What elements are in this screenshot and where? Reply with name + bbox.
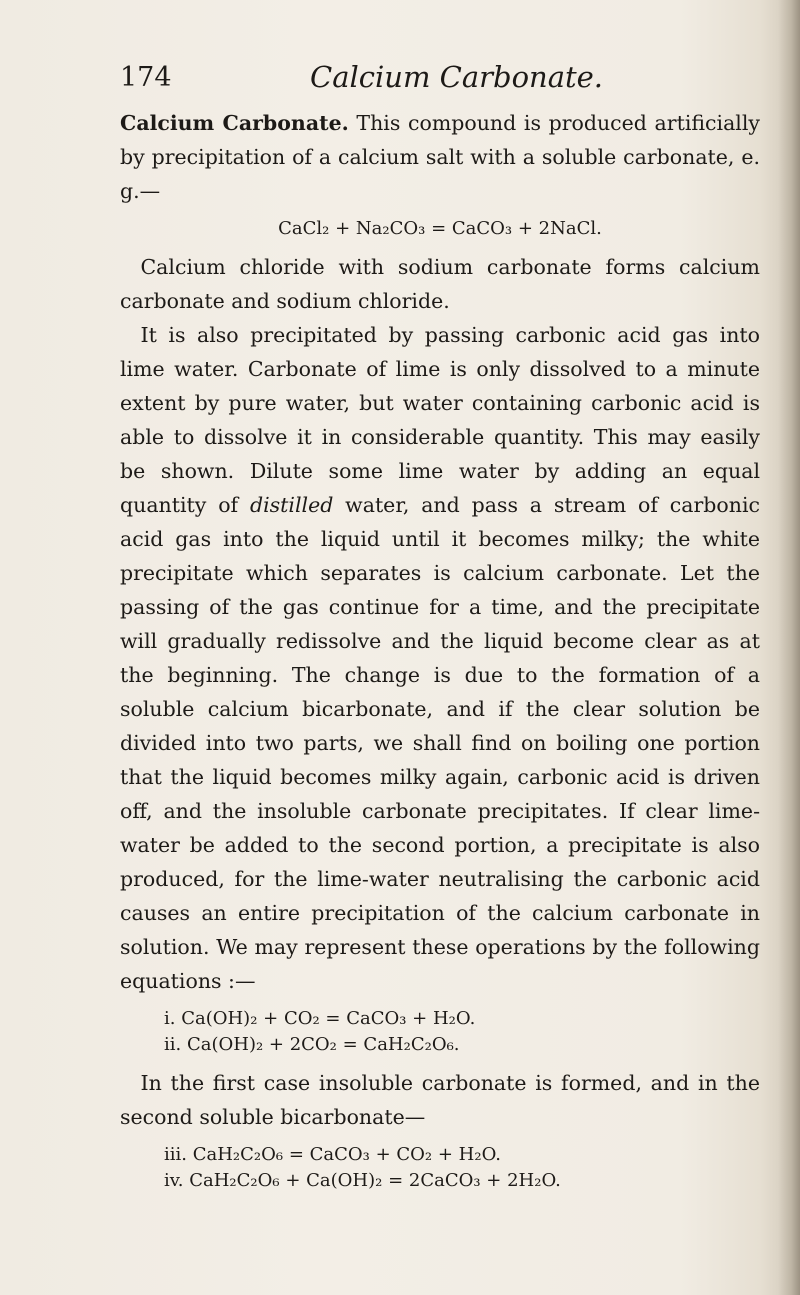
page-header	[120, 62, 760, 102]
italic-distilled: distilled	[249, 493, 334, 517]
running-title: Calcium Carbonate.	[310, 60, 604, 94]
page-edge-shadow	[778, 0, 800, 1295]
paragraph-experiment-text-b: water, and pass a stream of carbonic acid gas into the liquid until it becomes milky; the white precipitate which separates is calcium carbonate. Let the passing of the gas continue for a time, and the precipitate will gradually redissolve and the liquid become clear as at the beginning. The change is due to the formation of a soluble calcium bicarbonate, and if the clear solution be divided into two parts, we shall find on boiling one portion that the liquid becomes milky again, carbonic acid is driven off, and the insoluble carbonate precipitates. If clear lime-water be added to the second portion, a precipitate is also produced, for the lime-water neutralising the carbonic acid causes an entire precipitation of the calcium carbonate in solution. We may represent these operations by the following equations :—	[120, 493, 761, 993]
equation-main: CaCl₂ + Na₂CO₃ = CaCO₃ + 2NaCl.	[278, 218, 602, 239]
paragraph-experiment	[120, 318, 760, 998]
paragraph-intro	[120, 106, 760, 208]
paragraph-explanation-text: Calcium chloride with sodium carbonate forms calcium carbonate and sodium chloride.	[120, 255, 760, 313]
paragraph-conclusion	[120, 1066, 760, 1134]
equation-iii: iii. CaH₂C₂O₆ = CaCO₃ + CO₂ + H₂O.	[164, 1144, 501, 1165]
paragraph-conclusion-text: In the first case insoluble carbonate is formed, and in the second soluble bicarbonate—	[120, 1071, 760, 1129]
equation-list-2	[164, 1142, 760, 1194]
equation-i: i. Ca(OH)₂ + CO₂ = CaCO₃ + H₂O.	[164, 1008, 476, 1029]
section-heading: Calcium Carbonate.	[120, 111, 349, 135]
paragraph-explanation	[120, 250, 760, 318]
equation-list-1	[164, 1006, 760, 1058]
paragraph-experiment-text-a: It is also precipitated by passing carbonic acid gas into lime water. Carbonate of lime is only dissolved to a minute extent by pure water, but water containing carbonic acid is able to dissolve it in considerable quantity. This may easily be shown. Dilute some lime water by adding an equal quantity of	[120, 323, 760, 517]
paragraph-intro-text: This compound is produced artificially by precipitation of a calcium salt with a soluble carbonate, e. g.—	[120, 111, 761, 203]
equation-ii: ii. Ca(OH)₂ + 2CO₂ = CaH₂C₂O₆.	[164, 1034, 460, 1055]
equation-iv: iv. CaH₂C₂O₆ + Ca(OH)₂ = 2CaCO₃ + 2H₂O.	[164, 1170, 561, 1191]
page-body	[120, 106, 760, 1202]
page-number: 174	[120, 62, 172, 93]
